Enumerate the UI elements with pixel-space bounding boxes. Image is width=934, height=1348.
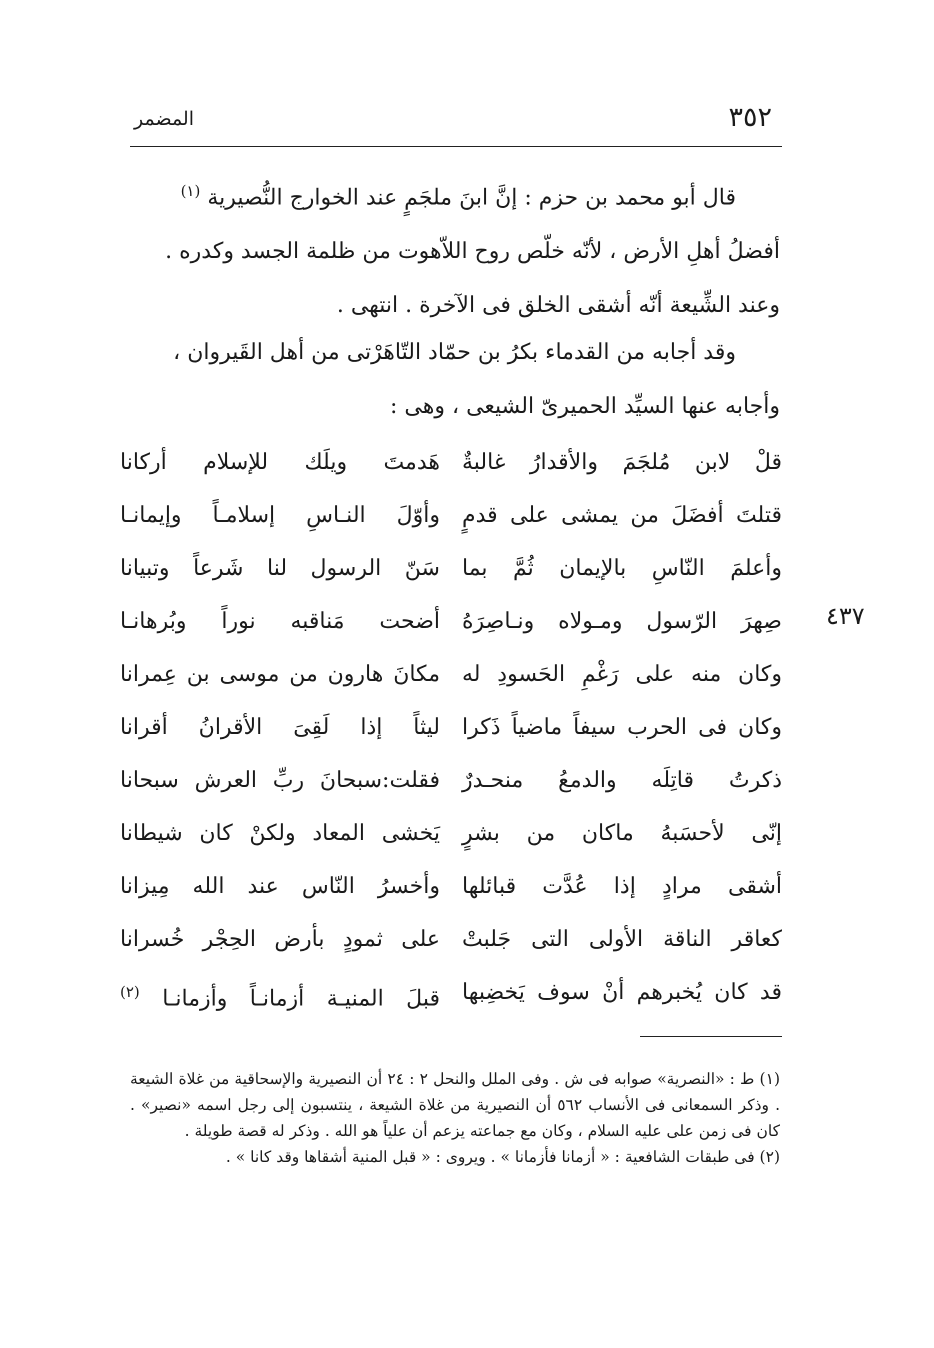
footnote-mark: (٢) bbox=[120, 983, 140, 1001]
verse-first-hemistich: وكان منه على رَغْمِ الحَسودِ له bbox=[462, 662, 782, 687]
verse-first-hemistich: وكان فى الحرب سيفاً ماضياً ذَكرا bbox=[462, 715, 782, 740]
verse-second-hemistich: قبلَ المنيـة أزمانـاً وأزمانـا $^{(٢)}$ bbox=[120, 983, 440, 1012]
paragraph-line: وأجابه عنها السيِّد الحميرىّ الشيعى ، وهى : bbox=[390, 394, 780, 419]
paragraph-line: وقد أجابه من القدماء بكرُ بن حمّاد التّاهَرْتى من أهل القَيروان ، bbox=[173, 340, 736, 365]
paragraph-reply bbox=[130, 326, 780, 434]
footnote: (١) ط : «النصرية» صوابه فى ش . وفى الملل والنحل ٢ : ٢٤ أن النصيرية والإسحاقية من غلاة الشيعة . وذكر السمعانى فى الأنساب ٥٦٢ أن النصيرية من غلاة الشيعة ، ينتسبون إلى رجل اسمه «نصير» . كان فى زمن على عليه السلام ، وكان مع جماعته يزعم أن علياً هو الله . وذكر له قصة طويلة . bbox=[130, 1070, 780, 1140]
footnote-rule bbox=[640, 1036, 782, 1037]
verse-first-hemistich: قتلتَ أفضَلَ من يمشى على قدمٍ bbox=[462, 503, 782, 528]
poem-verse bbox=[120, 595, 782, 648]
verse-first-hemistich: أشقى مرادٍ إذا عُدَّت قبائلها bbox=[462, 874, 782, 899]
poem-verse bbox=[120, 807, 782, 860]
verse-second-hemistich: مكانَ هارون من موسى بن عِمرانا bbox=[120, 662, 440, 687]
poem-verse bbox=[120, 436, 782, 489]
running-header bbox=[130, 102, 780, 142]
verse-first-hemistich: كعاقر الناقة الأولى التى جَلبتْ bbox=[462, 927, 782, 952]
poem-verse bbox=[120, 913, 782, 966]
paragraph-line: أفضلُ أهلِ الأرض ، لأنّه خلّص روح اللاّهوت من ظلمة الجسد وكدره . bbox=[165, 239, 780, 265]
verse-second-hemistich: وأوّلَ النـاسِ إسلامـاً وإيمانـا bbox=[120, 503, 440, 528]
poem-verse bbox=[120, 754, 782, 807]
verse-first-hemistich: إنّى لأحسَبهُ ماكان من بشرٍ bbox=[462, 821, 782, 846]
verse-first-hemistich: صِهرَ الرّسول ومـولاه ونـاصِرَهُ bbox=[462, 609, 782, 634]
paragraph-ibn-hazm bbox=[130, 164, 780, 333]
paragraph-line: قال أبو محمد بن حزم : إنَّ ابنَ ملجَمٍ عند الخوارج النُّصيرية $^{(١)}$ bbox=[180, 182, 736, 211]
poem-verse bbox=[120, 648, 782, 701]
footnote-mark: (١) bbox=[180, 182, 201, 200]
verse-first-hemistich: قلْ لابن مُلجَمَ والأقدارُ غالبةٌ bbox=[462, 450, 782, 475]
verse-second-hemistich: هَدمتَ ويلَك للإسلام أركانا bbox=[120, 450, 440, 475]
margin-page-number: ٤٣٧ bbox=[826, 602, 865, 630]
footnote: (٢) فى طبقات الشافعية : « أزمانا فأزمانا » . ويروى : « قبل المنية أشقاها وقد كانا » . bbox=[225, 1148, 780, 1166]
poem-verse bbox=[120, 701, 782, 754]
verse-first-hemistich: وأعلمَ النّاسِ بالإيمان ثُمَّ بما bbox=[462, 556, 782, 581]
verse-second-hemistich: سَنّ الرسول لنا شَرعاً وتبيانا bbox=[120, 556, 440, 581]
poem-verse bbox=[120, 860, 782, 913]
page-number: ٣٥٢ bbox=[728, 102, 772, 133]
poem-verse bbox=[120, 966, 782, 1019]
verse-second-hemistich: فقلت:سبحانَ ربِّ العرش سبحانا bbox=[120, 768, 440, 793]
verse-second-hemistich: ليثاً إذا لَقِىَ الأقرانُ أقرانا bbox=[120, 715, 440, 740]
verse-second-hemistich: أضحت مَناقبه نوراً وبُرهانـا bbox=[120, 609, 440, 634]
footnotes bbox=[130, 1066, 780, 1170]
header-rule bbox=[130, 146, 782, 147]
verse-first-hemistich: ذكرتُ قاتِلَه والدمعُ منحـدرٌ bbox=[462, 768, 782, 793]
poem-verse bbox=[120, 542, 782, 595]
poem-verse bbox=[120, 489, 782, 542]
poem bbox=[120, 436, 782, 1019]
section-title: المضمر bbox=[134, 108, 194, 130]
verse-second-hemistich: يَخشى المعاد ولكنْ كان شيطانا bbox=[120, 821, 440, 846]
verse-second-hemistich: وأخسرُ النّاس عند الله مِيزانا bbox=[120, 874, 440, 899]
paragraph-line: وعند الشِّيعة أنّه أشقى الخلق فى الآخرة . انتهى . bbox=[336, 293, 780, 319]
verse-second-hemistich: على ثمودٍ بأرض الحِجْر خُسرانا bbox=[120, 927, 440, 952]
verse-first-hemistich: قد كان يُخبرهم أنْ سوف يَخضِبها bbox=[462, 980, 782, 1005]
